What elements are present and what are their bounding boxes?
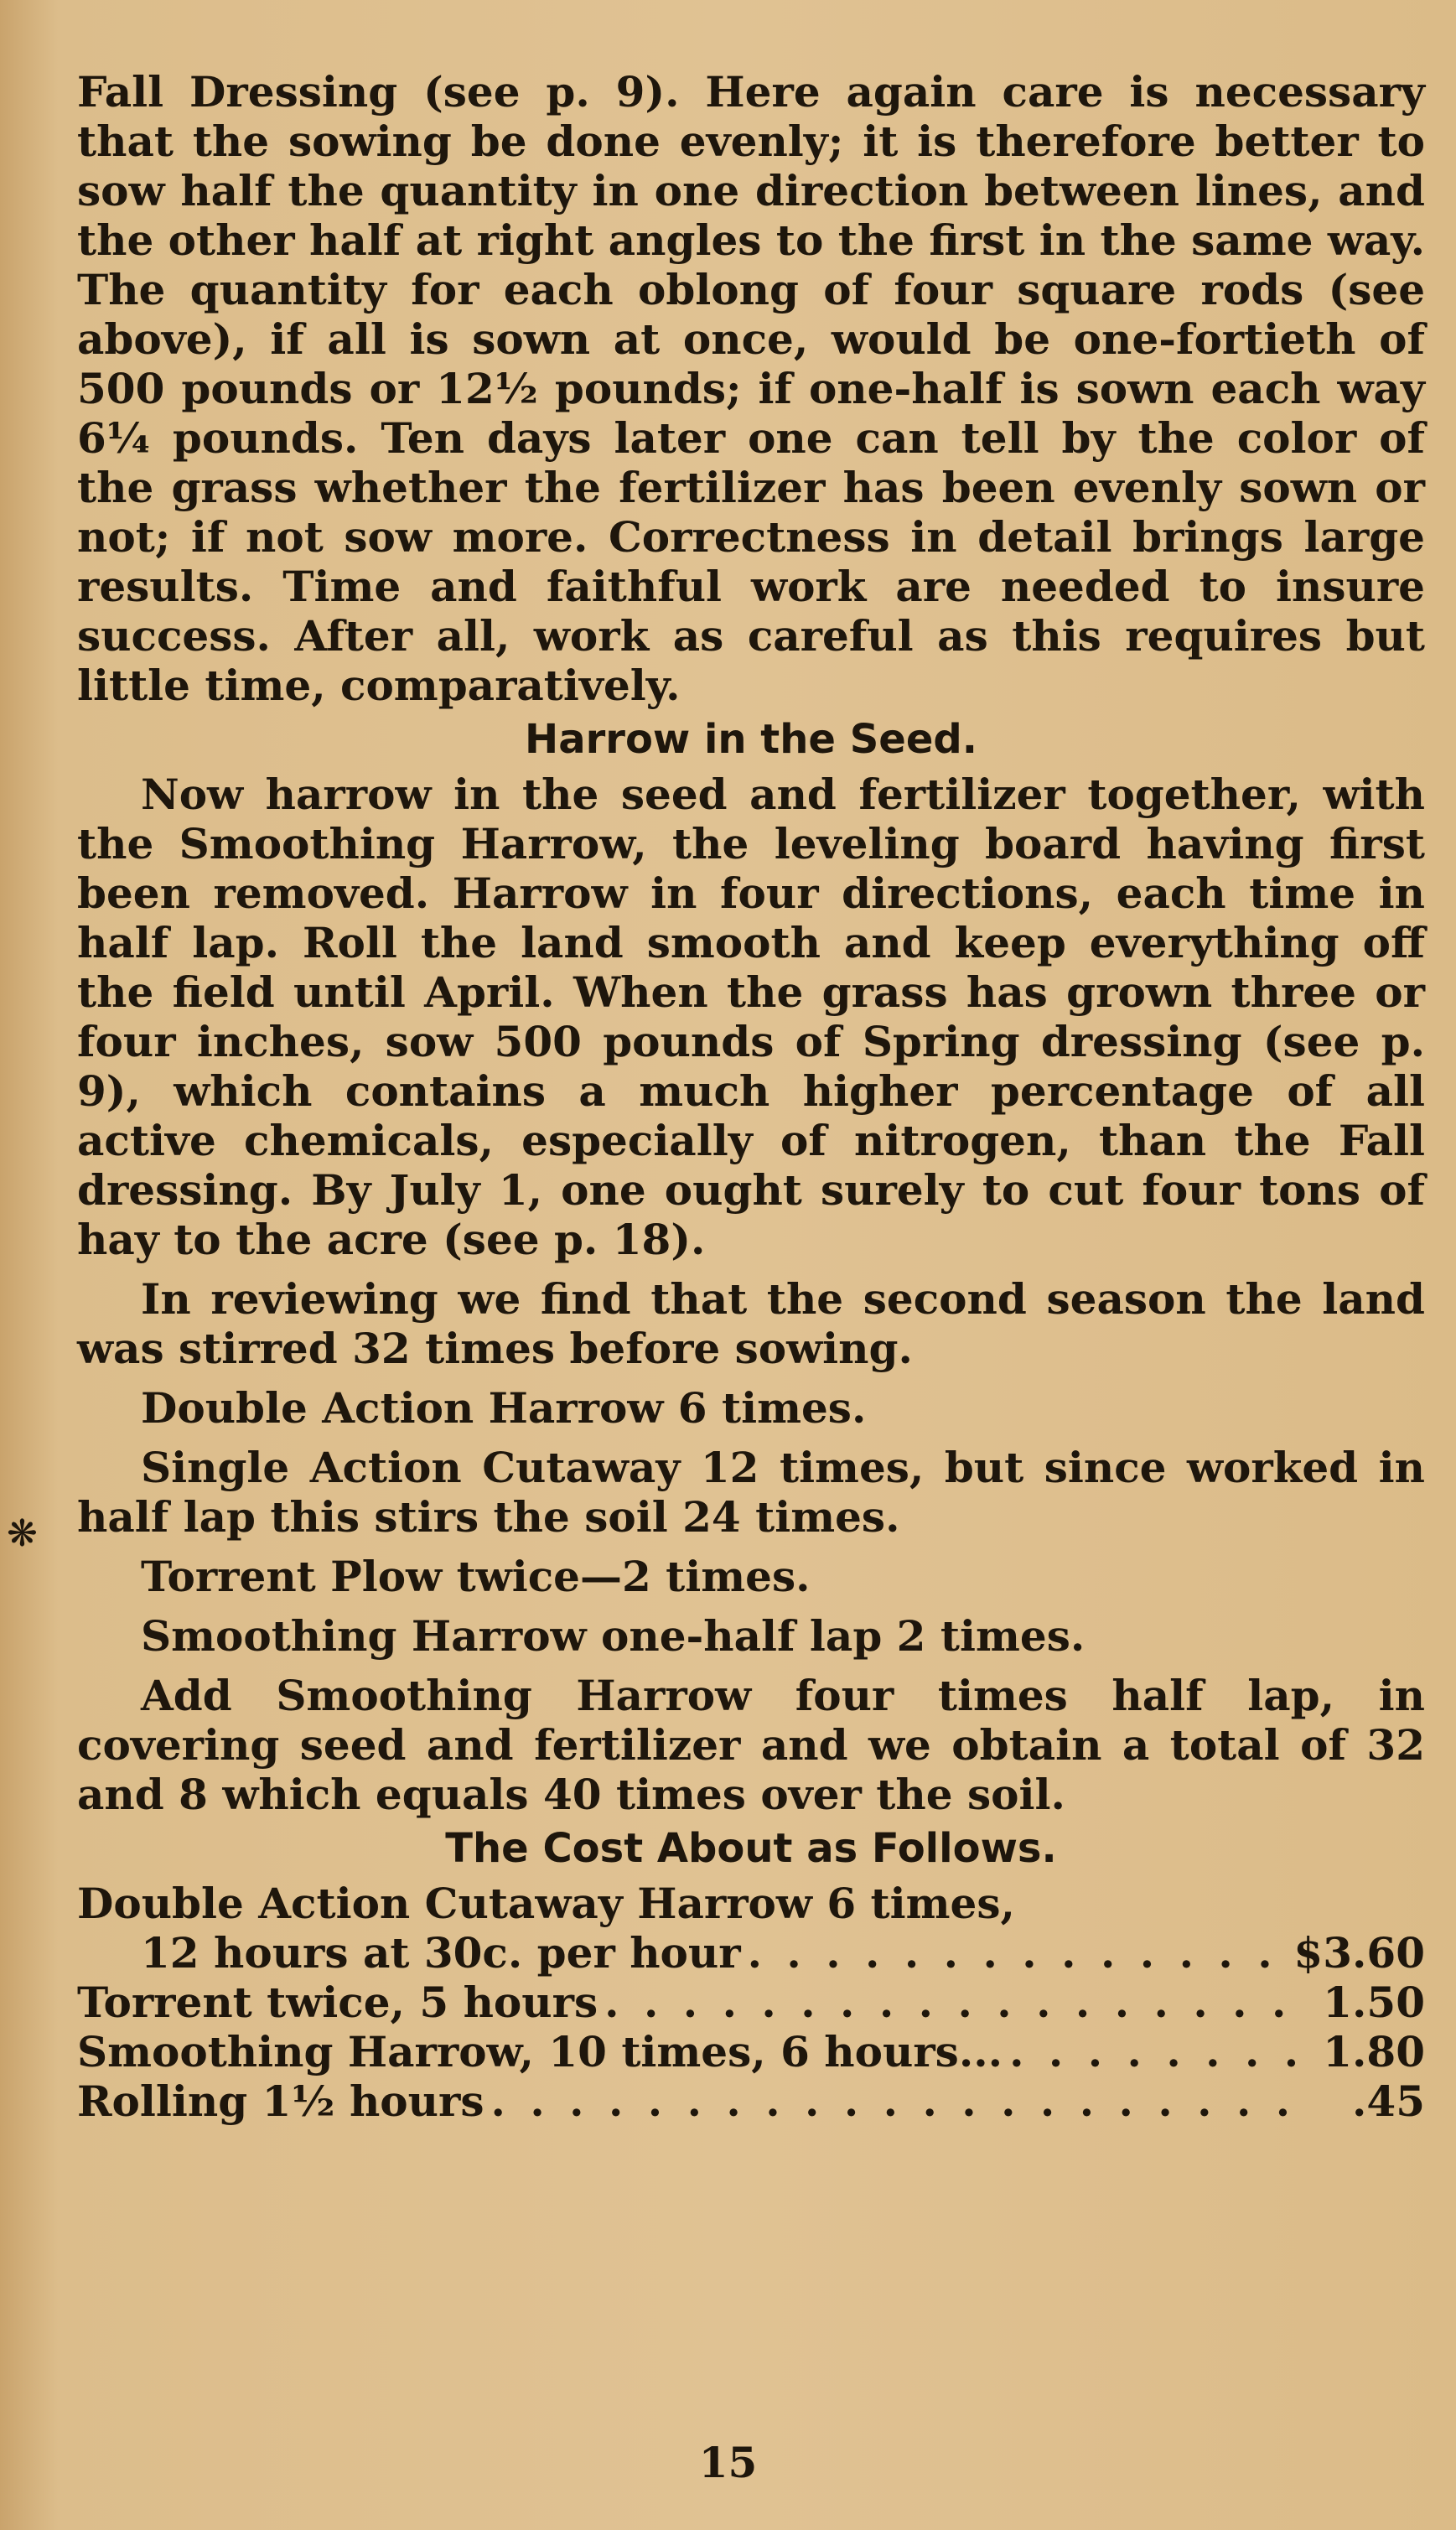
paragraph-fall-dressing: Fall Dressing (see p. 9). Here again care is necessary that the sowing be done evenly; it is therefore better to sow half the quantity in one direction between lines, and the other half at right angles to the first in the same way. The quantity for each oblong of four square rods (see above), if all is sown at once, would be one-fortieth of 500 pounds or 12½ pounds; if one-half is sown each way 6¼ pounds. Ten days later one can tell by the color of the grass whether the fertilizer has been evenly sown or not; if not sow more. Correctness in detail brings large results. Time and faithful work are needed to insure success. After all, work as careful as this requires but little time, comparatively. [77,67,1425,710]
margin-mark: ❋ [7,1512,38,1555]
cost-row [77,1928,1425,1978]
dot-leader [598,1978,1299,2027]
cost-amount: .45 [1352,2076,1425,2126]
review-line: Add Smoothing Harrow four times half lap, in covering seed and fertilizer and we obtain a total of 32 and 8 which equals 40 times over the soil. [77,1671,1425,1819]
cost-table [77,1879,1425,2126]
cost-row [77,1978,1425,2027]
page-body [77,67,1425,2126]
page-number: 15 [698,2438,758,2487]
cost-label: 12 hours at 30c. per hour [141,1928,741,1978]
heading-cost: The Cost About as Follows. [445,1825,1057,1872]
paragraph-harrow: Now harrow in the seed and fertilizer together, with the Smoothing Harrow, the leveling board having first been removed. Harrow in four directions, each time in half lap. Roll the land smooth and keep everything off the field until April. When the grass has grown three or four inches, sow 500 pounds of Spring dressing (see p. 9), which contains a much higher percentage of all active chemicals, especially of nitrogen, than the Fall dressing. By July 1, one ought surely to cut four tons of hay to the acre (see p. 18). [77,770,1425,1264]
dot-leader [484,2076,1300,2126]
dot-leader [741,1928,1294,1978]
cost-label: Rolling 1½ hours [77,2076,484,2126]
review-line: Double Action Harrow 6 times. [141,1383,867,1433]
cost-label: Torrent twice, 5 hours [77,1978,598,2027]
dot-leader [1003,2027,1299,2076]
review-line: Smoothing Harrow one-half lap 2 times. [141,1611,1086,1661]
cost-intro: Double Action Cutaway Harrow 6 times, [77,1879,1015,1928]
cost-row [77,2076,1425,2126]
heading-harrow-in-seed: Harrow in the Seed. [525,716,977,763]
cost-row [77,2027,1425,2076]
review-line: In reviewing we find that the second season the land was stirred 32 times before sowing. [77,1274,1425,1373]
cost-label: Smoothing Harrow, 10 times, 6 hours... [77,2027,1003,2076]
cost-amount: 1.80 [1323,2027,1425,2076]
review-line: Torrent Plow twice—2 times. [141,1552,811,1601]
cost-amount: $3.60 [1293,1928,1425,1978]
review-line: Single Action Cutaway 12 times, but since worked in half lap this stirs the soil 24 times. [77,1443,1425,1542]
cost-amount: 1.50 [1323,1978,1425,2027]
